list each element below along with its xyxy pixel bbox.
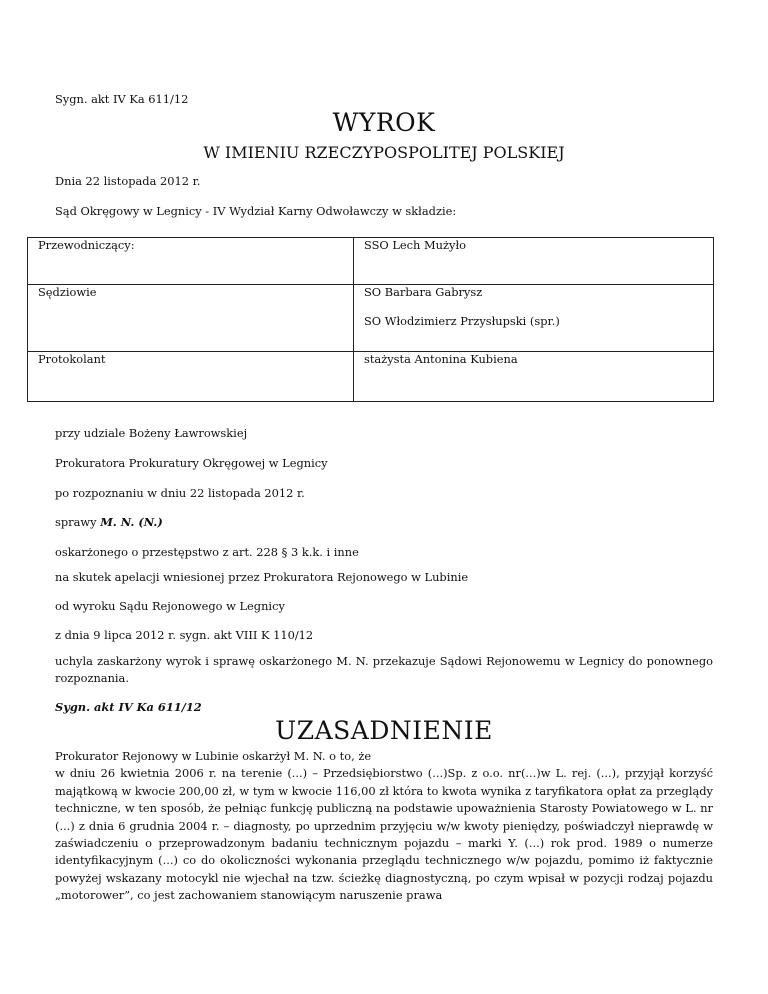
ruling-line: z dnia 9 lipca 2012 r. sygn. akt VIII K 110/12 <box>55 628 314 642</box>
ruling-line: oskarżonego o przestępstwo z art. 228 § 3 k.k. i inne <box>55 545 359 559</box>
judges-cell <box>354 285 714 352</box>
ruling-decision: uchyla zaskarżony wyrok i sprawę oskarżonego M. N. przekazuje Sądowi Rejonowemu w Legnicy do ponownego rozpoznania. <box>55 654 713 685</box>
justification-body <box>55 748 713 905</box>
table-row <box>28 285 714 352</box>
judgment-title: WYROK <box>332 108 436 137</box>
ruling-line: na skutek apelacji wniesionej przez Prokuratora Rejonowego w Lubinie <box>55 570 469 584</box>
judge-name: SO Barbara Gabrysz <box>364 285 483 299</box>
justification-intro: Prokurator Rejonowy w Lubinie oskarżył M. N. o to, że <box>55 749 372 763</box>
defendant-name: M. N. (N.) <box>100 515 163 529</box>
ruling-line: od wyroku Sądu Rejonowego w Legnicy <box>55 599 285 613</box>
chair-label: Przewodniczący: <box>28 238 354 285</box>
case-prefix: sprawy <box>55 515 101 529</box>
table-row <box>28 238 714 285</box>
court-name: Sąd Okręgowy w Legnicy - IV Wydział Karny Odwoławczy w składzie: <box>55 204 457 218</box>
case-signature: Sygn. akt IV Ka 611/12 <box>55 92 189 106</box>
ruling-line: Prokuratora Prokuratury Okręgowej w Legnicy <box>55 456 328 470</box>
ruling-line: po rozpoznaniu w dniu 22 listopada 2012 r. <box>55 486 305 500</box>
judge-name: SO Włodzimierz Przysłupski (spr.) <box>364 314 560 328</box>
court-panel-table <box>27 237 714 402</box>
ruling-line: przy udziale Bożeny Ławrowskiej <box>55 426 248 440</box>
justification-title: UZASADNIENIE <box>275 716 493 745</box>
table-row <box>28 352 714 402</box>
justification-paragraph: w dniu 26 kwietnia 2006 r. na terenie (...) – Przedsiębiorstwo (...)Sp. z o.o. nr(...)w L. rej. (...), przyjął korzyść majątkową w kwocie 200,00 zł, w tym w kwocie 116,00 zł która to kwota wynika z taryfikatora opłat za przeglądy techniczne, w ten sposób, że pełniąc funkcję publiczną na podstawie upoważnienia Starosty Powiatowego w L. nr (...) z dnia 6 grudnia 2004 r. – diagnosty, po uprzednim przyjęciu w/w kwoty pieniędzy, poświadczył nieprawdę w zaświadczeniu o przeprowadzonym badaniu technicznym pojazdu – marki Y. (...) rok prod. 1989 o numerze identyfikacyjnym (...) co do okoliczności wykonania przeglądu technicznego w/w pojazdu, pomimo iż faktycznie powyżej wskazany motocykl nie wjechał na tzw. ścieżkę diagnostyczną, po czym wpisał w pozycji rodzaj pojazdu „motorower”, co jest zachowaniem stanowiącym naruszenie prawa <box>55 766 713 903</box>
judgment-date: Dnia 22 listopada 2012 r. <box>55 174 201 188</box>
ruling-line <box>55 515 163 529</box>
clerk-label: Protokolant <box>28 352 354 402</box>
judges-label: Sędziowie <box>28 285 354 352</box>
judgment-subtitle: W IMIENIU RZECZYPOSPOLITEJ POLSKIEJ <box>203 143 565 162</box>
clerk-name: stażysta Antonina Kubiena <box>354 352 714 402</box>
chair-name: SSO Lech Mużyło <box>354 238 714 285</box>
justification-signature: Sygn. akt IV Ka 611/12 <box>55 700 202 714</box>
